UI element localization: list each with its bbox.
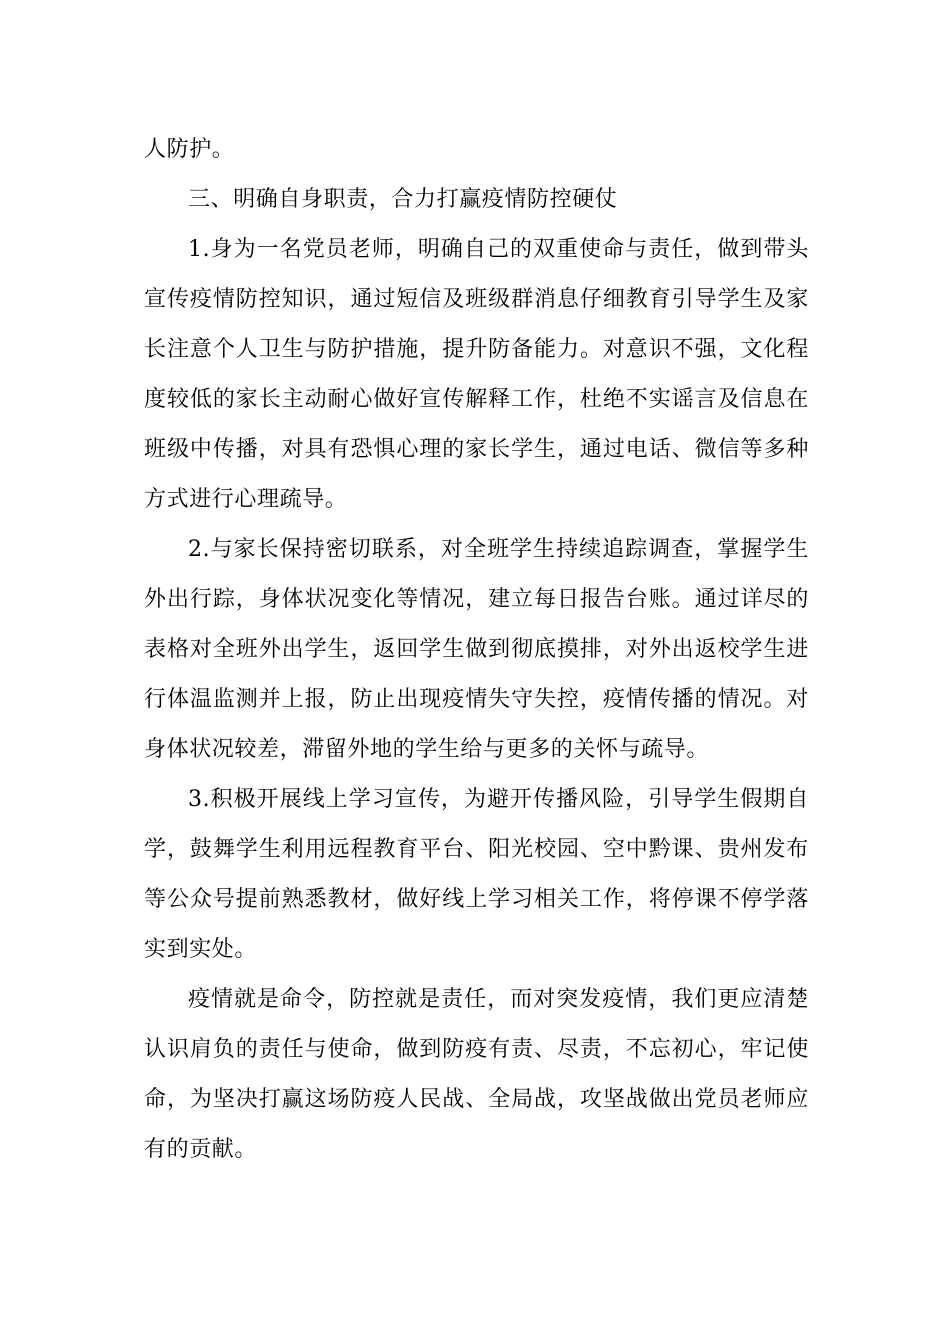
paragraph-line: 认识肩负的责任与使命，做到防疫有责、尽责，不忘初心，牢记使 — [144, 1037, 809, 1062]
paragraph-line: 实到实处。 — [144, 937, 258, 962]
paragraph-line: 有的贡献。 — [144, 1137, 258, 1162]
paragraph-line: 人防护。 — [144, 137, 235, 162]
paragraph-line: 疫情就是命令，防控就是责任，而对突发疫情，我们更应清楚 — [188, 987, 809, 1012]
paragraph-line: 行体温监测并上报，防止出现疫情失守失控，疫情传播的情况。对 — [144, 687, 809, 712]
paragraph-line: 班级中传播，对具有恐惧心理的家长学生，通过电话、微信等多种 — [144, 437, 809, 462]
paragraph-line: 宣传疫情防控知识，通过短信及班级群消息仔细教育引导学生及家 — [144, 287, 809, 312]
paragraph-line: 长注意个人卫生与防护措施，提升防备能力。对意识不强，文化程 — [144, 337, 809, 362]
paragraph-line: 外出行踪，身体状况变化等情况，建立每日报告台账。通过详尽的 — [144, 587, 809, 612]
paragraph-line: 身体状况较差，滞留外地的学生给与更多的关怀与疏导。 — [144, 737, 710, 762]
paragraph-line: 3.积极开展线上学习宣传，为避开传播风险，引导学生假期自 — [188, 787, 809, 812]
paragraph-line: 等公众号提前熟悉教材，做好线上学习相关工作，将停课不停学落 — [144, 887, 809, 912]
paragraph-line: 1.身为一名党员老师，明确自己的双重使命与责任，做到带头 — [188, 237, 809, 262]
paragraph-line: 表格对全班外出学生，返回学生做到彻底摸排，对外出返校学生进 — [144, 637, 809, 662]
paragraph-line: 学，鼓舞学生利用远程教育平台、阳光校园、空中黔课、贵州发布 — [144, 837, 809, 862]
paragraph-line: 度较低的家长主动耐心做好宣传解释工作，杜绝不实谣言及信息在 — [144, 387, 809, 412]
paragraph-line: 方式进行心理疏导。 — [144, 487, 348, 512]
paragraph-line: 命，为坚决打赢这场防疫人民战、全局战，攻坚战做出党员老师应 — [144, 1087, 809, 1112]
section-heading: 三、明确自身职责，合力打赢疫情防控硬仗 — [188, 187, 618, 212]
paragraph-line: 2.与家长保持密切联系，对全班学生持续追踪调查，掌握学生 — [188, 537, 809, 562]
